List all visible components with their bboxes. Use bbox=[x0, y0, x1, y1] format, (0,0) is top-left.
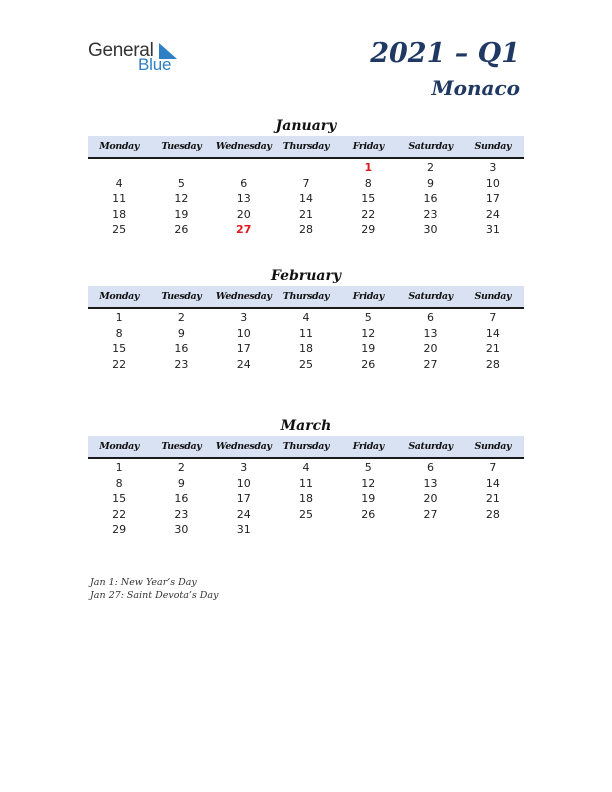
day-cell: 12 bbox=[361, 326, 376, 340]
day-cell: 22 bbox=[112, 507, 127, 521]
day-cell bbox=[275, 160, 337, 176]
day-cell: 10 bbox=[485, 176, 500, 190]
month-weeks bbox=[88, 459, 524, 538]
weekday-label: Saturday bbox=[408, 441, 453, 452]
month-weeks bbox=[88, 309, 524, 372]
week-row bbox=[88, 222, 524, 238]
day-cell: 14 bbox=[485, 476, 500, 490]
day-cell: 5 bbox=[364, 311, 372, 324]
day-cell: 26 bbox=[361, 507, 376, 521]
weekday-label: Tuesday bbox=[161, 441, 202, 452]
day-cell: 28 bbox=[485, 507, 500, 521]
day-cell: 27 bbox=[423, 507, 438, 521]
month-february bbox=[88, 266, 524, 372]
day-cell: 23 bbox=[174, 507, 189, 521]
day-cell: 4 bbox=[115, 176, 123, 190]
holiday-day-cell: 27 bbox=[236, 223, 252, 236]
weekday-label: Friday bbox=[352, 291, 384, 302]
week-row bbox=[88, 207, 524, 223]
day-cell: 20 bbox=[423, 492, 438, 505]
weekday-label: Sunday bbox=[474, 291, 512, 302]
day-cell: 11 bbox=[298, 476, 313, 490]
day-cell: 24 bbox=[236, 507, 251, 521]
brand-name-blue: Blue bbox=[138, 55, 172, 74]
day-cell: 11 bbox=[112, 192, 127, 205]
week-row bbox=[88, 357, 524, 373]
month-january bbox=[88, 116, 524, 238]
day-cell: 15 bbox=[112, 492, 127, 505]
brand-logo bbox=[88, 40, 188, 80]
day-cell bbox=[399, 522, 461, 538]
day-cell: 11 bbox=[298, 326, 313, 340]
day-cell: 7 bbox=[489, 461, 497, 474]
day-cell: 28 bbox=[298, 223, 313, 236]
day-cell: 8 bbox=[115, 476, 123, 490]
day-cell bbox=[337, 522, 399, 538]
day-cell: 25 bbox=[298, 357, 313, 371]
day-cell: 16 bbox=[174, 492, 189, 505]
weekday-label: Tuesday bbox=[161, 141, 202, 152]
day-cell: 13 bbox=[423, 326, 438, 340]
day-cell: 2 bbox=[177, 461, 185, 474]
day-cell: 3 bbox=[489, 161, 497, 174]
day-cell: 6 bbox=[427, 461, 435, 474]
day-cell: 17 bbox=[236, 492, 251, 505]
week-row bbox=[88, 476, 524, 492]
week-row bbox=[88, 160, 524, 176]
day-cell: 20 bbox=[423, 342, 438, 355]
week-row bbox=[88, 310, 524, 326]
day-cell: 1 bbox=[115, 461, 123, 474]
day-cell: 13 bbox=[236, 192, 251, 205]
day-cell bbox=[462, 522, 524, 538]
week-row bbox=[88, 522, 524, 538]
day-cell: 3 bbox=[240, 311, 248, 324]
weekday-header bbox=[88, 286, 524, 309]
week-row bbox=[88, 191, 524, 207]
day-cell: 18 bbox=[298, 342, 313, 355]
day-cell: 14 bbox=[298, 192, 313, 205]
day-cell bbox=[88, 160, 150, 176]
day-cell: 28 bbox=[485, 357, 500, 371]
day-cell: 4 bbox=[302, 461, 310, 474]
holiday-note: Jan 1: New Year’s Day bbox=[90, 577, 197, 588]
weekday-label: Sunday bbox=[474, 141, 512, 152]
day-cell: 29 bbox=[361, 223, 376, 236]
quarter-title: 2021 – Q1 bbox=[370, 38, 520, 69]
weekday-label: Sunday bbox=[474, 441, 512, 452]
brand-name-general: General bbox=[88, 40, 154, 61]
day-cell bbox=[213, 160, 275, 176]
weekday-label: Thursday bbox=[282, 291, 330, 302]
weekday-label: Friday bbox=[352, 141, 384, 152]
day-cell: 12 bbox=[361, 476, 376, 490]
day-cell: 8 bbox=[115, 326, 123, 340]
day-cell: 26 bbox=[361, 357, 376, 371]
day-cell: 9 bbox=[177, 476, 185, 490]
day-cell: 1 bbox=[115, 311, 123, 324]
day-cell: 21 bbox=[485, 492, 500, 505]
day-cell: 4 bbox=[302, 311, 310, 324]
day-cell: 12 bbox=[174, 192, 189, 205]
weekday-label: Tuesday bbox=[161, 291, 202, 302]
day-cell: 2 bbox=[177, 311, 185, 324]
week-row bbox=[88, 491, 524, 507]
day-cell: 9 bbox=[427, 176, 435, 190]
day-cell: 31 bbox=[485, 223, 500, 236]
day-cell: 10 bbox=[236, 476, 251, 490]
day-cell: 25 bbox=[298, 507, 313, 521]
weekday-header bbox=[88, 436, 524, 459]
day-cell: 14 bbox=[485, 326, 500, 340]
day-cell: 23 bbox=[423, 207, 438, 221]
day-cell: 30 bbox=[174, 523, 189, 536]
day-cell: 7 bbox=[302, 176, 310, 190]
week-row bbox=[88, 507, 524, 523]
day-cell: 24 bbox=[485, 207, 500, 221]
day-cell: 5 bbox=[364, 461, 372, 474]
day-cell: 18 bbox=[298, 492, 313, 505]
day-cell: 8 bbox=[364, 176, 372, 190]
day-cell: 20 bbox=[236, 207, 251, 221]
day-cell: 25 bbox=[112, 223, 127, 236]
day-cell: 31 bbox=[236, 523, 251, 536]
weekday-label: Saturday bbox=[408, 141, 453, 152]
month-weeks bbox=[88, 159, 524, 238]
day-cell: 6 bbox=[240, 176, 248, 190]
day-cell: 16 bbox=[174, 342, 189, 355]
weekday-label: Monday bbox=[99, 141, 139, 152]
month-march bbox=[88, 416, 524, 538]
day-cell: 15 bbox=[112, 342, 127, 355]
holiday-note: Jan 27: Saint Devota’s Day bbox=[90, 590, 219, 601]
weekday-label: Monday bbox=[99, 441, 139, 452]
week-row bbox=[88, 460, 524, 476]
weekday-label: Thursday bbox=[282, 441, 330, 452]
day-cell: 9 bbox=[177, 326, 185, 340]
week-row bbox=[88, 341, 524, 357]
day-cell: 24 bbox=[236, 357, 251, 371]
day-cell: 16 bbox=[423, 192, 438, 205]
country-name: Monaco bbox=[431, 76, 520, 100]
day-cell: 7 bbox=[489, 311, 497, 324]
weekday-header bbox=[88, 136, 524, 159]
day-cell: 19 bbox=[174, 207, 189, 221]
day-cell: 13 bbox=[423, 476, 438, 490]
week-row bbox=[88, 326, 524, 342]
month-title: March bbox=[280, 418, 332, 434]
holiday-notes bbox=[90, 576, 218, 602]
day-cell: 17 bbox=[236, 342, 251, 355]
day-cell: 23 bbox=[174, 357, 189, 371]
day-cell: 18 bbox=[112, 207, 127, 221]
weekday-label: Wednesday bbox=[215, 291, 272, 302]
day-cell: 19 bbox=[361, 492, 376, 505]
month-title: February bbox=[270, 268, 341, 284]
holiday-day-cell: 1 bbox=[364, 161, 373, 174]
day-cell: 6 bbox=[427, 311, 435, 324]
day-cell: 17 bbox=[485, 192, 500, 205]
day-cell: 15 bbox=[361, 192, 376, 205]
weekday-label: Monday bbox=[99, 291, 139, 302]
day-cell bbox=[275, 522, 337, 538]
day-cell: 10 bbox=[236, 326, 251, 340]
weekday-label: Wednesday bbox=[215, 441, 272, 452]
day-cell: 3 bbox=[240, 461, 248, 474]
day-cell: 22 bbox=[112, 357, 127, 371]
day-cell: 2 bbox=[427, 161, 435, 174]
day-cell: 21 bbox=[298, 207, 313, 221]
month-title: January bbox=[275, 118, 337, 134]
day-cell: 19 bbox=[361, 342, 376, 355]
day-cell: 30 bbox=[423, 223, 438, 236]
weekday-label: Friday bbox=[352, 441, 384, 452]
day-cell bbox=[150, 160, 212, 176]
day-cell: 26 bbox=[174, 223, 189, 236]
day-cell: 29 bbox=[112, 523, 127, 536]
day-cell: 27 bbox=[423, 357, 438, 371]
week-row bbox=[88, 176, 524, 192]
weekday-label: Saturday bbox=[408, 291, 453, 302]
day-cell: 5 bbox=[177, 176, 185, 190]
weekday-label: Wednesday bbox=[215, 141, 272, 152]
day-cell: 21 bbox=[485, 342, 500, 355]
day-cell: 22 bbox=[361, 207, 376, 221]
weekday-label: Thursday bbox=[282, 141, 330, 152]
